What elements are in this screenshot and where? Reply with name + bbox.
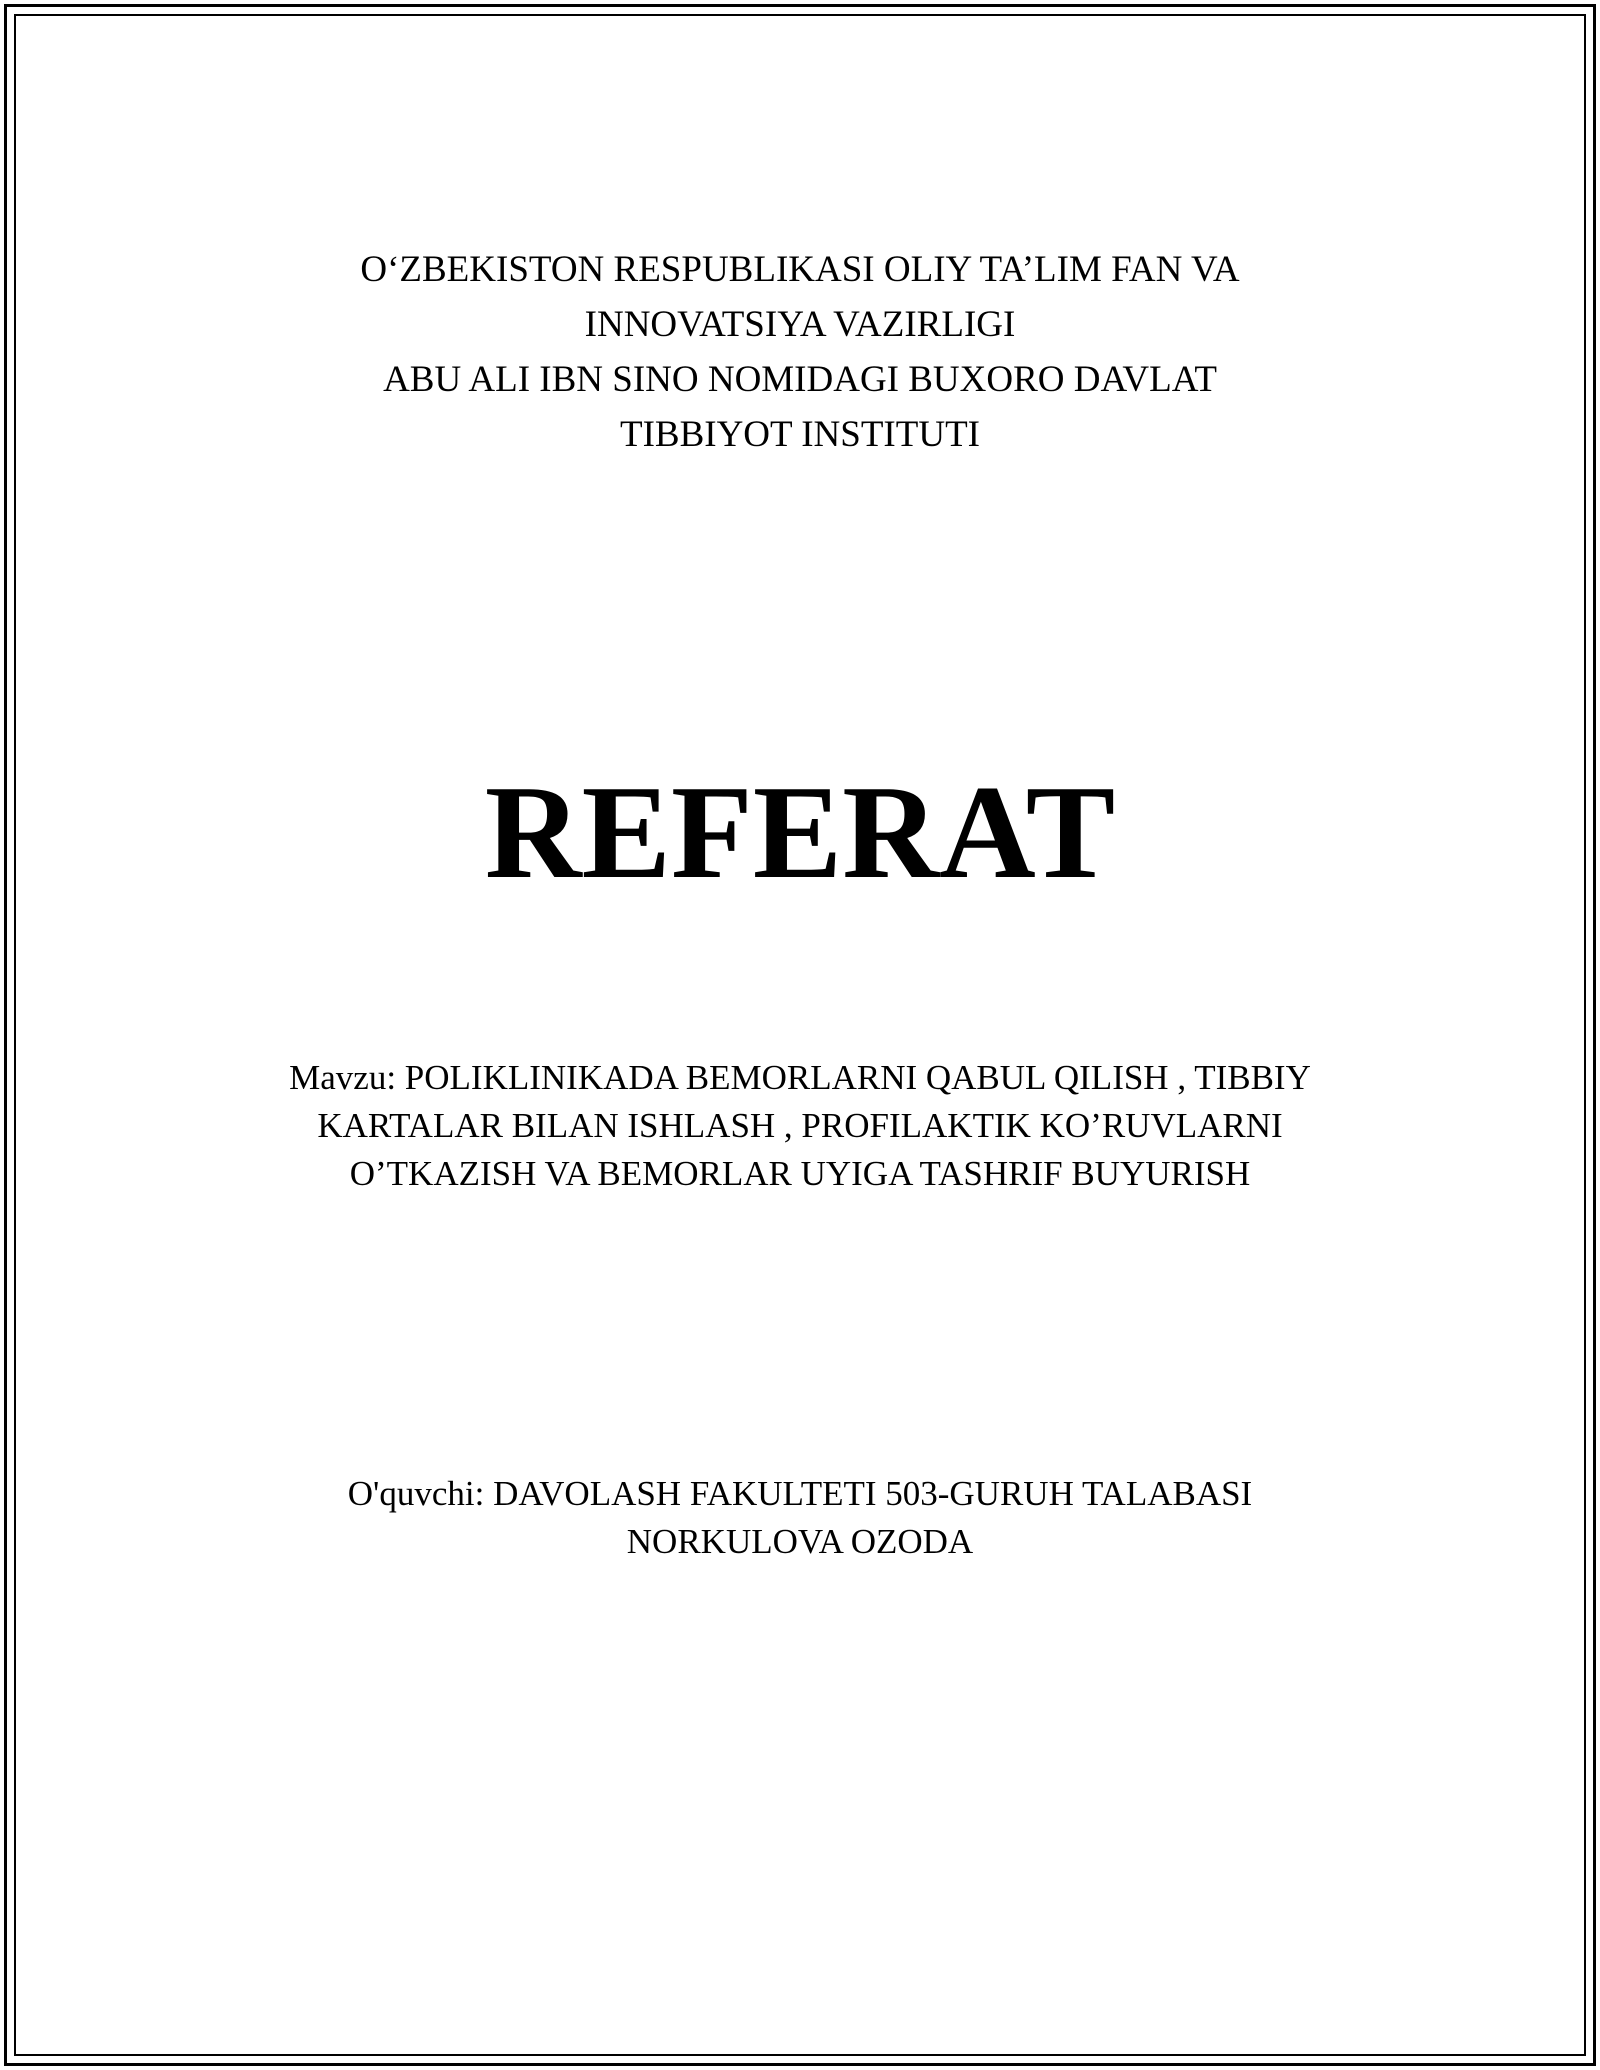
ministry-line: INNOVATSIYA VAZIRLIGI — [584, 304, 1016, 345]
topic-line: Mavzu: POLIKLINIKADA BEMORLARNI QABUL QILISH , TIBBIY — [289, 1058, 1311, 1097]
student-info-line: O'quvchi: DAVOLASH FAKULTETI 503-GURUH TALABASI — [347, 1474, 1253, 1513]
topic-line: KARTALAR BILAN ISHLASH , PROFILAKTIK KO’RUVLARNI — [317, 1106, 1283, 1145]
ministry-header — [0, 242, 1600, 462]
topic-block — [0, 1054, 1600, 1198]
institute-line: TIBBIYOT INSTITUTI — [619, 414, 980, 455]
document-title: REFERAT — [484, 758, 1116, 906]
student-block — [0, 1470, 1600, 1566]
ministry-line: O‘ZBEKISTON RESPUBLIKASI OLIY TA’LIM FAN VA — [360, 249, 1240, 290]
student-name-line: NORKULOVA OZODA — [626, 1522, 974, 1561]
institute-line: ABU ALI IBN SINO NOMIDAGI BUXORO DAVLAT — [383, 359, 1217, 400]
topic-line: O’TKAZISH VA BEMORLAR UYIGA TASHRIF BUYURISH — [349, 1154, 1251, 1193]
